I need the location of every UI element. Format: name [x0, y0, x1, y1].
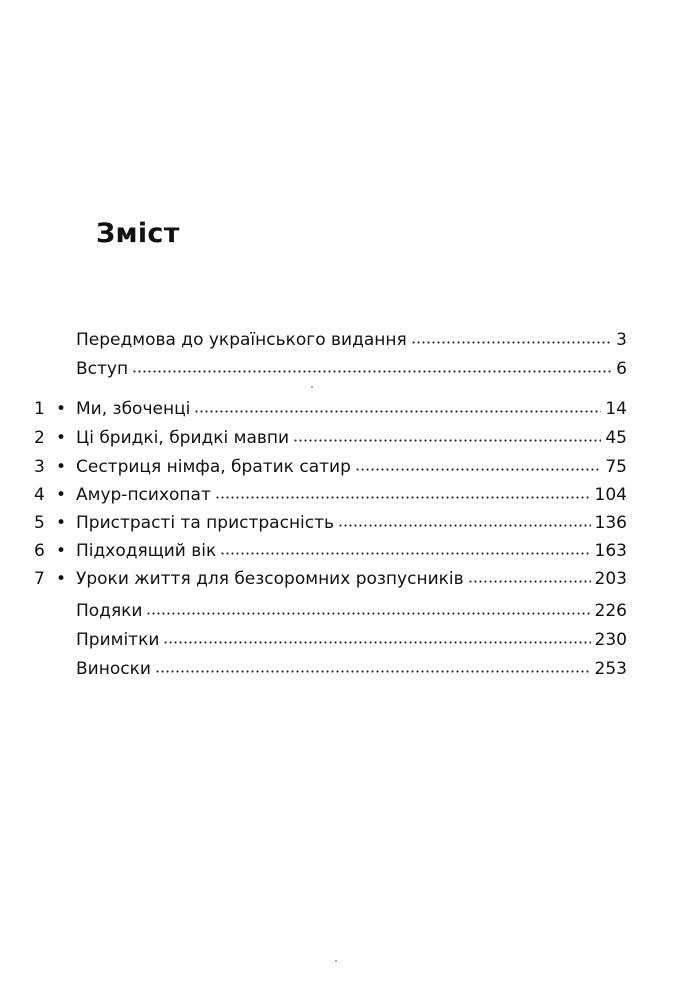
dot-leader: [215, 496, 591, 499]
toc-entry-page: 136: [594, 513, 627, 533]
bullet-icon: •: [56, 485, 67, 505]
toc-entry-page: 3: [616, 330, 627, 350]
toc-entry-title: Передмова до українського видання: [76, 330, 407, 350]
dot-leader: [132, 370, 612, 373]
toc-entry-chapter-1[interactable]: [0, 395, 675, 423]
dot-leader: [163, 641, 590, 644]
bullet-icon: •: [56, 513, 67, 533]
toc-entry-page: 230: [594, 630, 627, 650]
dot-leader: [220, 552, 590, 555]
toc-entry-back-3[interactable]: [0, 655, 675, 683]
chapter-number: 6: [34, 541, 45, 561]
toc-entry-page: 104: [594, 485, 627, 505]
toc-entry-page: 14: [605, 399, 627, 419]
bullet-icon: •: [56, 569, 67, 589]
toc-entry-title: Уроки життя для безсоромних розпусників: [76, 569, 464, 589]
chapter-number: 7: [34, 569, 45, 589]
toc-entry-title: Вступ: [76, 359, 129, 379]
toc-entry-back-2[interactable]: [0, 626, 675, 654]
toc-entry-chapter-3[interactable]: [0, 453, 675, 481]
toc-entry-chapter-2[interactable]: [0, 424, 675, 452]
dot-leader: [355, 468, 601, 471]
toc-entry-chapter-6[interactable]: [0, 537, 675, 565]
toc-entry-title: Ці бридкі, бридкі мавпи: [76, 428, 290, 448]
dot-leader: [146, 612, 590, 615]
dot-leader: [468, 580, 591, 583]
toc-entry-title: Примітки: [76, 630, 160, 650]
chapter-number: 4: [34, 485, 45, 505]
bullet-icon: •: [56, 541, 67, 561]
toc-entry-title: Ми, збоченці: [76, 399, 191, 419]
bullet-icon: •: [56, 457, 67, 477]
chapter-number: 2: [34, 428, 45, 448]
toc-entry-front-2[interactable]: [0, 355, 675, 383]
chapter-number: 5: [34, 513, 45, 533]
bullet-icon: •: [56, 428, 67, 448]
scan-speck: [335, 960, 337, 962]
bullet-icon: •: [56, 399, 67, 419]
toc-entry-chapter-4[interactable]: [0, 481, 675, 509]
scan-speck: [311, 386, 313, 388]
page-title: Зміст: [96, 218, 180, 249]
toc-entry-chapter-7[interactable]: [0, 565, 675, 593]
toc-entry-front-1[interactable]: [0, 326, 675, 354]
toc-entry-page: 6: [616, 359, 627, 379]
toc-entry-title: Сестриця німфа, братик сатир: [76, 457, 351, 477]
toc-entry-page: 226: [594, 601, 627, 621]
dot-leader: [411, 341, 612, 344]
dot-leader: [155, 670, 591, 673]
toc-entry-title: Виноски: [76, 659, 151, 679]
toc-entry-page: 253: [594, 659, 627, 679]
toc-entry-page: 203: [594, 569, 627, 589]
toc-entry-title: Подяки: [76, 601, 143, 621]
dot-leader: [338, 524, 591, 527]
toc-entry-page: 45: [605, 428, 627, 448]
toc-entry-title: Амур-психопат: [76, 485, 211, 505]
chapter-number: 1: [34, 399, 45, 419]
toc-entry-chapter-5[interactable]: [0, 509, 675, 537]
toc-entry-page: 75: [605, 457, 627, 477]
toc-entry-title: Пристрасті та пристрасність: [76, 513, 335, 533]
toc-entry-page: 163: [594, 541, 627, 561]
chapter-number: 3: [34, 457, 45, 477]
dot-leader: [293, 439, 601, 442]
toc-entry-back-1[interactable]: [0, 597, 675, 625]
dot-leader: [194, 410, 601, 413]
toc-entry-title: Підходящий вік: [76, 541, 217, 561]
